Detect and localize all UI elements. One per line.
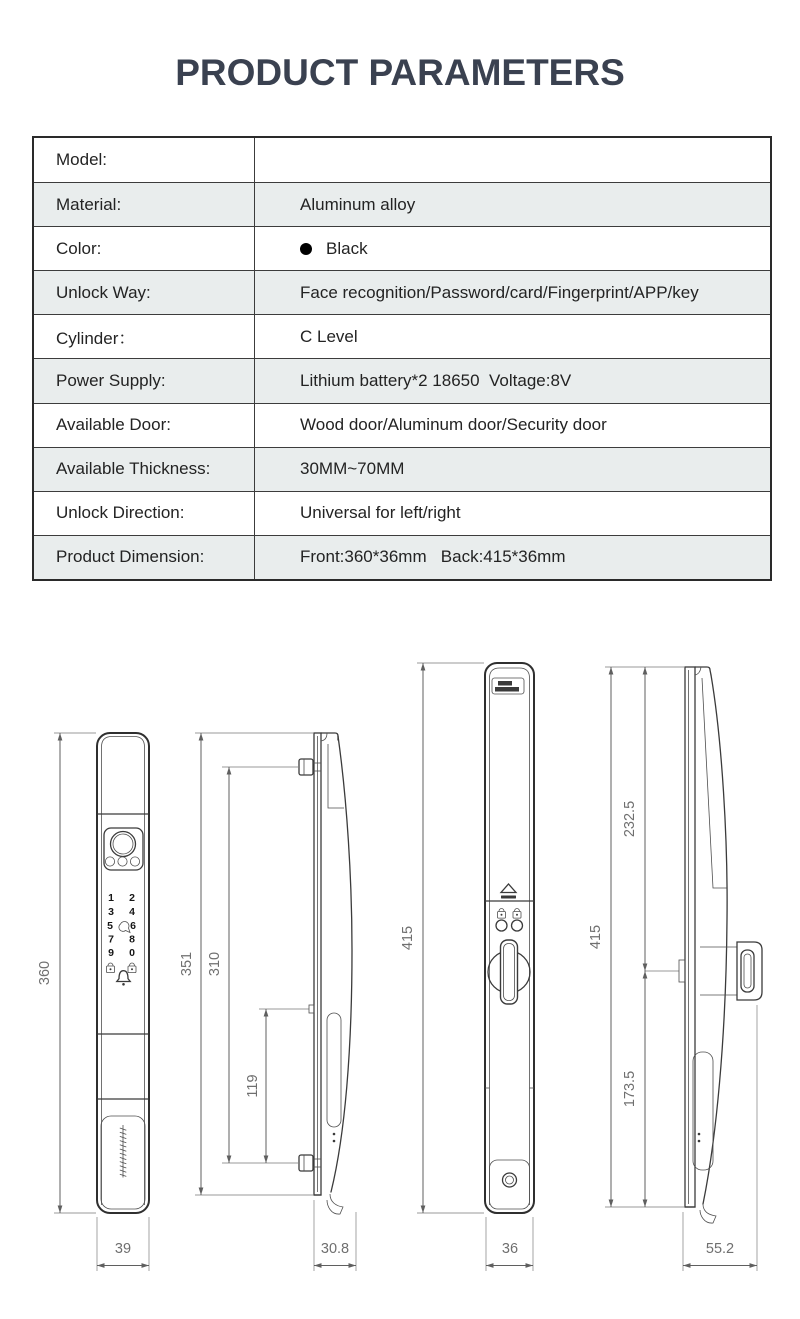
- dimension-label-415-side: 415: [588, 924, 604, 950]
- table-row: [34, 226, 770, 270]
- unlock-icon: [513, 909, 521, 919]
- doorbell-icon: [117, 971, 130, 986]
- spec-label: Available Door:: [34, 404, 255, 447]
- table-row: [34, 535, 770, 579]
- camera-module: [104, 828, 143, 870]
- table-row: [34, 358, 770, 402]
- svg-text:7: 7: [108, 933, 114, 946]
- table-row: [34, 403, 770, 447]
- spec-label: Unlock Direction:: [34, 492, 255, 535]
- svg-text:6: 6: [130, 920, 136, 932]
- dimension-label-173-5: 173.5: [622, 1070, 638, 1108]
- dimension-label-310: 310: [207, 951, 223, 977]
- spec-value: Front:360*36mm Back:415*36mm: [300, 547, 566, 567]
- spec-value: 30MM~70MM: [300, 459, 405, 479]
- dimension-label-55-2: 55.2: [705, 1241, 735, 1257]
- spec-value: Face recognition/Password/card/Fingerprint/APP/key: [300, 282, 699, 302]
- svg-text:3: 3: [108, 906, 114, 918]
- spec-value: Aluminum alloy: [300, 194, 416, 214]
- lock-icon: [498, 909, 506, 919]
- brand-logo-plate: [492, 678, 524, 694]
- screw-icon: [503, 1173, 517, 1187]
- svg-text:2: 2: [129, 892, 135, 904]
- spec-value: Universal for left/right: [300, 503, 461, 523]
- table-row: [34, 447, 770, 491]
- back-side-view-drawing: [588, 667, 762, 1271]
- thumbturn-knob: [488, 940, 530, 1004]
- spec-value: C Level: [300, 326, 358, 346]
- spec-value: Lithium battery*2 18650 Voltage:8V: [300, 371, 572, 391]
- screw-thread-icon: [120, 1125, 127, 1178]
- spec-value: [255, 227, 770, 270]
- spec-value: Wood door/Aluminum door/Security door: [300, 415, 607, 435]
- unlock-button: [512, 920, 523, 931]
- unlock-icon: [128, 963, 136, 973]
- dimension-label-119: 119: [245, 1074, 261, 1098]
- back-view-drawing: [400, 663, 534, 1271]
- svg-text:5: 5: [107, 920, 113, 932]
- thumbturn-knob-side: [700, 942, 762, 1000]
- sensor-icon: [130, 857, 139, 866]
- dimension-label-360: 360: [37, 960, 53, 986]
- eject-icon: [501, 884, 516, 899]
- dimension-label-351: 351: [179, 951, 195, 977]
- spec-label: Product Dimension:: [34, 536, 255, 579]
- technical-drawings: [0, 620, 800, 1319]
- fingerprint-cursor-icon: [119, 922, 130, 933]
- table-row: [34, 491, 770, 535]
- sensor-icon: [105, 857, 114, 866]
- spec-label: Color:: [34, 227, 255, 270]
- dimension-label-36: 36: [501, 1241, 519, 1257]
- dimension-label-30-8: 30.8: [320, 1241, 350, 1257]
- spec-label: Unlock Way:: [34, 271, 255, 314]
- dimension-label-39: 39: [114, 1241, 132, 1257]
- spec-value: [255, 138, 770, 182]
- front-view-drawing: [37, 733, 149, 1271]
- lock-button: [496, 920, 507, 931]
- sensor-icon: [118, 857, 127, 866]
- dimension-label-415-back: 415: [400, 925, 416, 951]
- page-title: PRODUCT PARAMETERS: [175, 52, 625, 93]
- camera-lens-icon: [111, 832, 136, 857]
- table-row: [34, 182, 770, 226]
- black-color-swatch: [300, 243, 312, 255]
- table-row: [34, 138, 770, 182]
- svg-text:8: 8: [129, 933, 135, 946]
- table-row: [34, 270, 770, 314]
- lock-icon: [107, 963, 115, 973]
- svg-text:9: 9: [108, 947, 114, 959]
- keypad: [107, 892, 137, 986]
- spec-label: Power Supply:: [34, 359, 255, 402]
- svg-text:0: 0: [129, 947, 135, 959]
- spec-label: Material:: [34, 183, 255, 226]
- spec-label: Cylinder：: [34, 315, 255, 358]
- dimension-label-232-5: 232.5: [622, 800, 638, 838]
- svg-text:1: 1: [108, 892, 114, 904]
- table-row: [34, 314, 770, 358]
- svg-text:4: 4: [129, 906, 135, 918]
- spec-value-text: Black: [326, 238, 368, 258]
- spec-table: [32, 136, 772, 581]
- front-side-view-drawing: [179, 733, 356, 1271]
- spec-label: Model:: [34, 138, 255, 182]
- spec-label: Available Thickness:: [34, 448, 255, 491]
